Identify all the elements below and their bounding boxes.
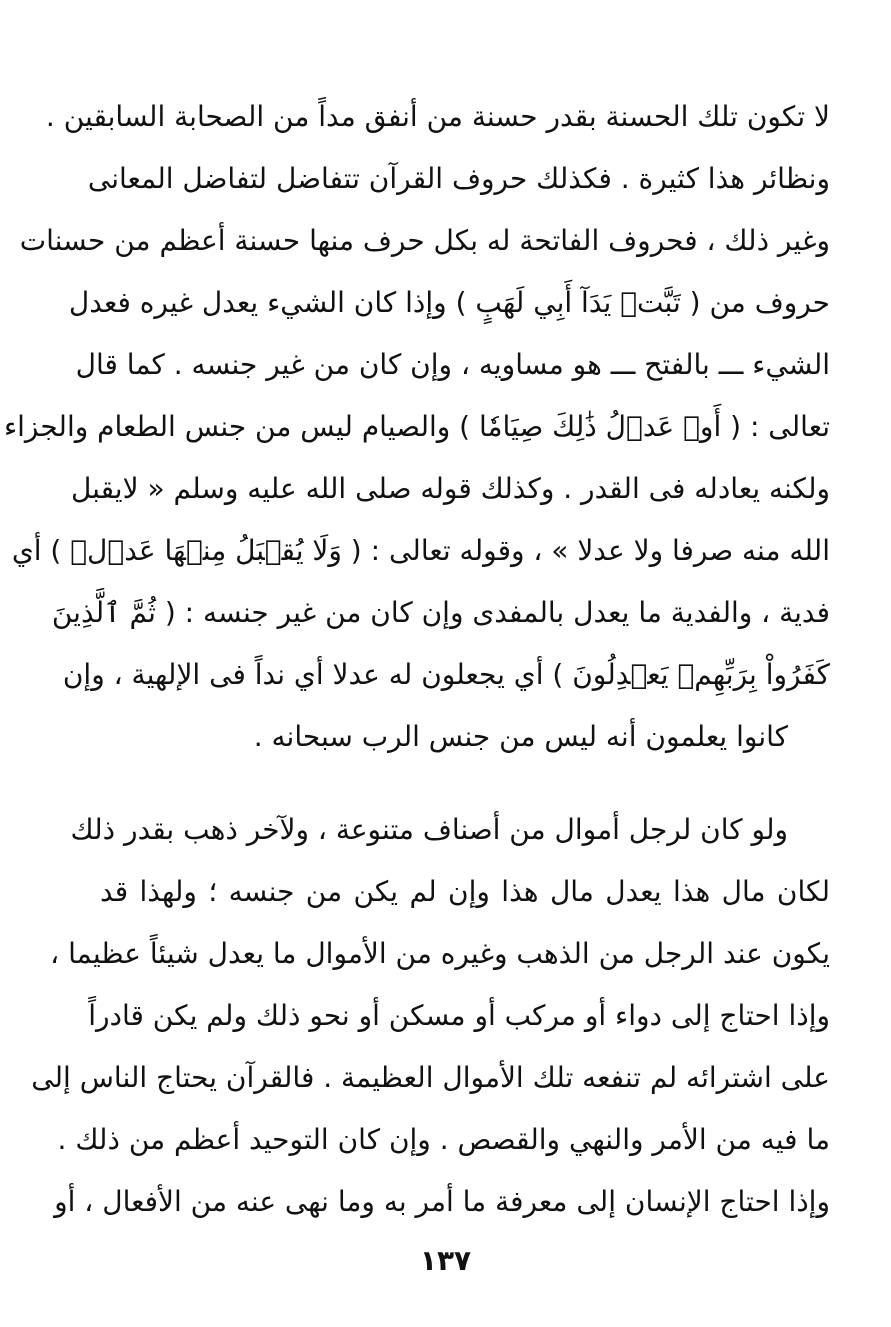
text-line: كَفَرُواْ بِرَبِّهِمۡ يَعۡدِلُونَ ) أي يجعلون له عدلا أي نداً فى الإلهية ، وإن — [62, 658, 830, 691]
paragraph-2 — [31, 799, 830, 1233]
text-line: كانوا يعلمون أنه ليس من جنس الرب سبحانه . — [253, 720, 788, 753]
text-line: لكان مال هذا يعدل مال هذا وإن لم يكن من جنسه ؛ ولهذا قد — [100, 875, 830, 908]
text-line: ما فيه من الأمر والنهي والقصص . وإن كان التوحيد أعظم من ذلك . — [57, 1123, 830, 1156]
text-line: ولكنه يعادله فى القدر . وكذلك قوله صلى الله عليه وسلم « لايقبل — [70, 472, 830, 505]
text-line: تعالى : ( أَوۡ عَدۡلُ ذَٰلِكَ صِيَامٗا ) والصيام ليس من جنس الطعام والجزاء — [3, 410, 830, 443]
text-line: حروف من ( تَبَّتۡ يَدَآ أَبِي لَهَبٍ ) وإذا كان الشيء يعدل غيره فعدل — [68, 286, 830, 319]
text-line: على اشترائه لم تنفعه تلك الأموال العظيمة . فالقرآن يحتاج الناس إلى — [31, 1061, 830, 1094]
text-line: وإذا احتاج الإنسان إلى معرفة ما أمر به وما نهى عنه من الأفعال ، أو — [54, 1185, 830, 1218]
text-line: ولو كان لرجل أموال من أصناف متنوعة ، ولآخر ذهب بقدر ذلك — [70, 813, 788, 846]
text-line: ونظائر هذا كثيرة . فكذلك حروف القرآن تتفاضل لتفاضل المعانى — [87, 162, 830, 195]
text-line: يكون عند الرجل من الذهب وغيره من الأموال ما يعدل شيئاً عظيما ، — [50, 937, 830, 970]
text-line: الشيء ـــ بالفتح ـــ هو مساويه ، وإن كان من غير جنسه . كما قال — [75, 348, 830, 381]
text-line: الله منه صرفا ولا عدلا » ، وقوله تعالى : ( وَلَا يُقۡبَلُ مِنۡهَا عَدۡلٞ ) أي — [11, 534, 830, 567]
text-line: وغير ذلك ، فحروف الفاتحة له بكل حرف منها حسنة أعظم من حسنات — [19, 224, 830, 257]
page-number: ١٣٧ — [419, 1244, 472, 1277]
text-line: فدية ، والفدية ما يعدل بالمفدى وإن كان من غير جنسه : ( ثُمَّ ٱلَّذِينَ — [51, 596, 830, 629]
paragraph-1 — [3, 86, 830, 768]
text-line: لا تكون تلك الحسنة بقدر حسنة من أنفق مداً من الصحابة السابقين . — [45, 100, 830, 133]
text-line: وإذا احتاج إلى دواء أو مركب أو مسكن أو نحو ذلك ولم يكن قادراً — [88, 999, 830, 1032]
